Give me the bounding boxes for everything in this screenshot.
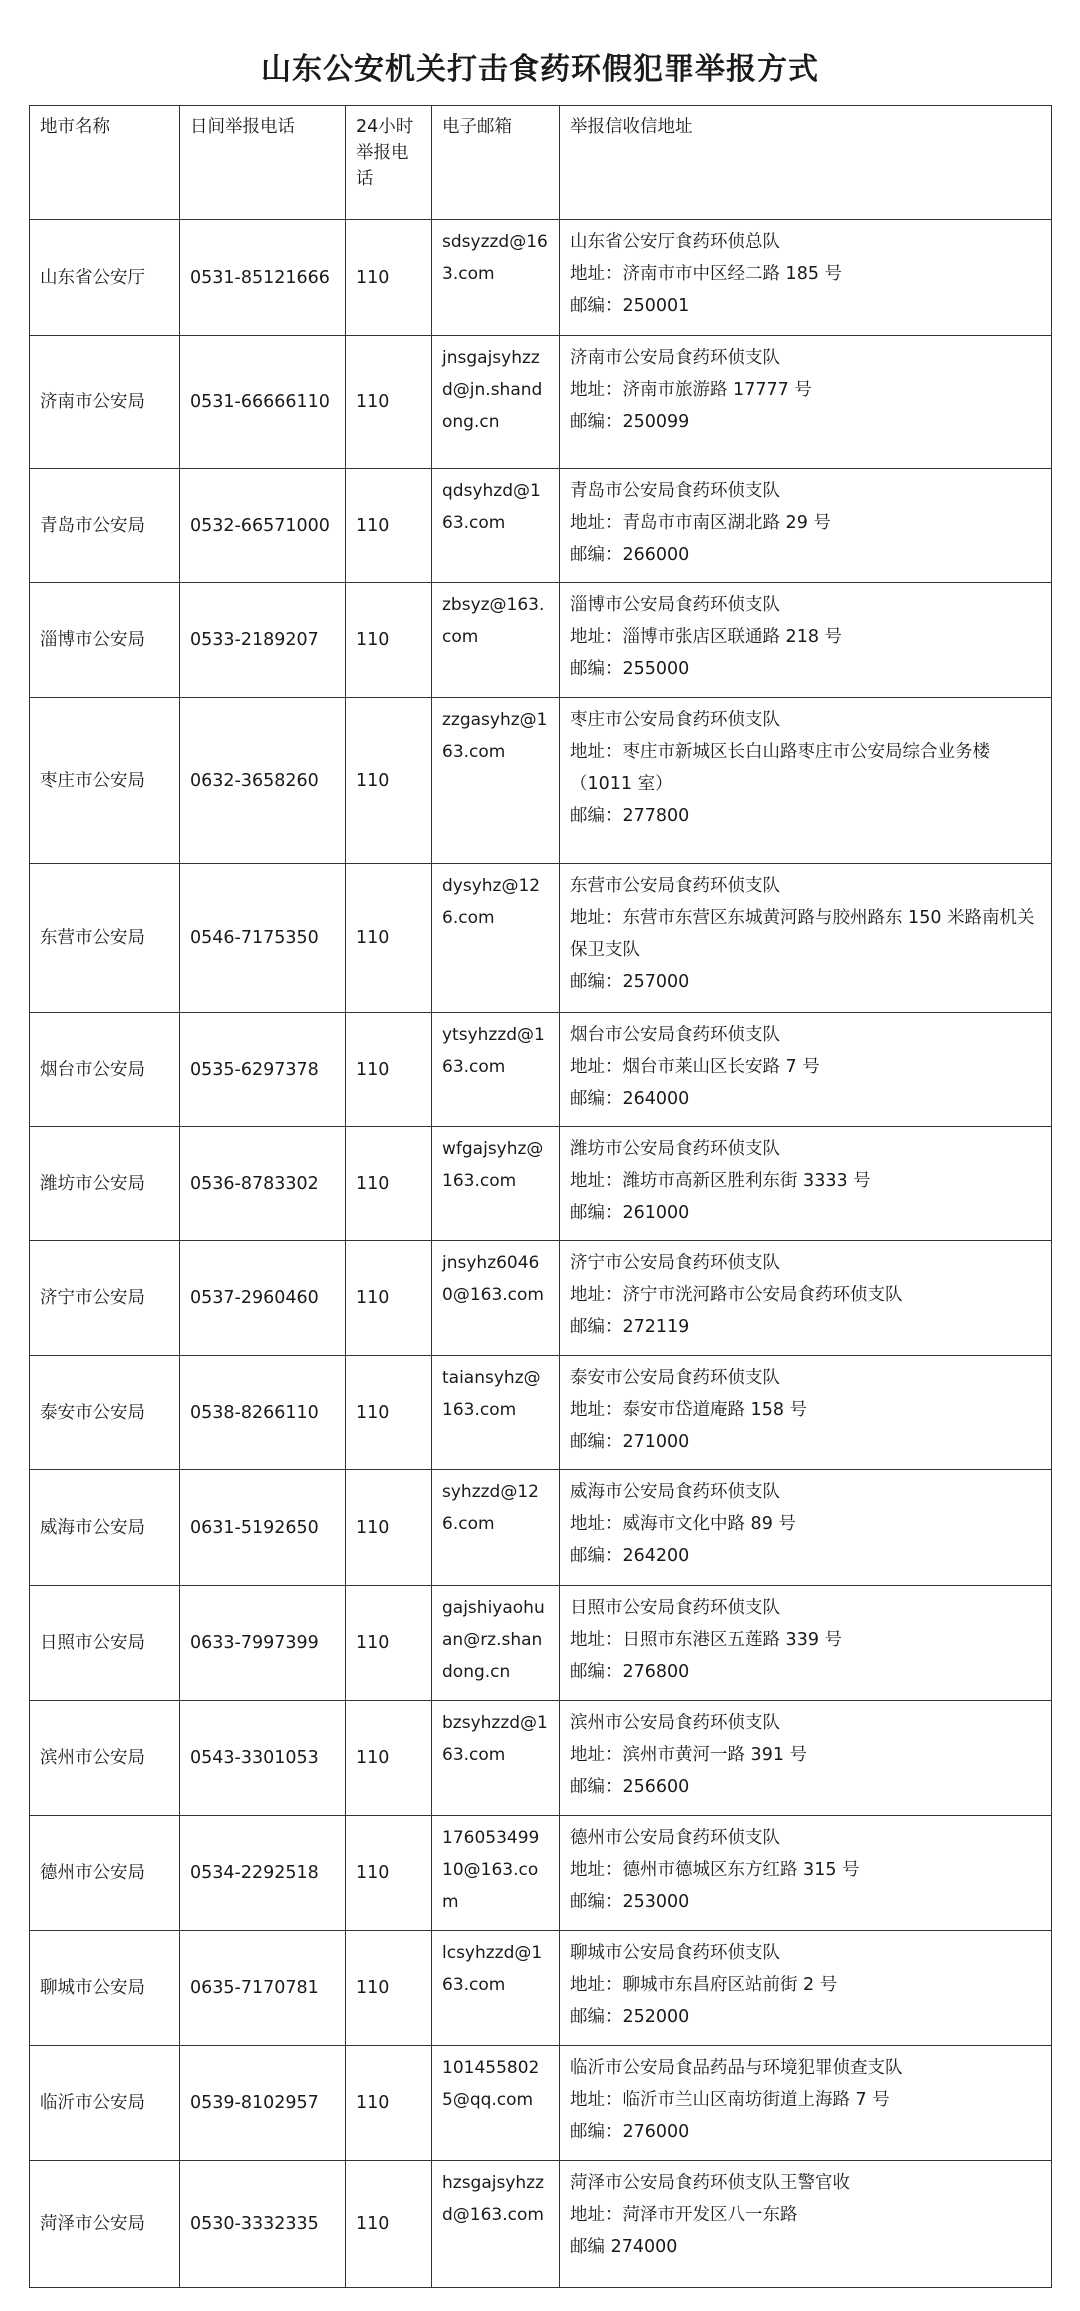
- email-cell: zzgasyhz@163.com: [432, 698, 560, 864]
- address-postcode: 邮编 274000: [570, 2237, 678, 2257]
- day-phone-cell: 0531-66666110: [180, 336, 346, 469]
- email-cell: gajshiyaohuan@rz.shandong.cn: [432, 1586, 560, 1701]
- email-cell: bzsyhzzd@163.com: [432, 1701, 560, 1816]
- city-cell: 青岛市公安局: [30, 469, 180, 583]
- address-unit: 济南市公安局食药环侦支队: [570, 348, 780, 368]
- address-unit: 青岛市公安局食药环侦支队: [570, 481, 780, 501]
- table-row: [30, 1013, 1052, 1127]
- day-phone-cell: 0530-3332335: [180, 2161, 346, 2288]
- city-cell: 济宁市公安局: [30, 1241, 180, 1356]
- address-line: 地址：济宁市洸河路市公安局食药环侦支队: [570, 1285, 903, 1305]
- hotline-cell: 110: [346, 1931, 432, 2046]
- table-row: [30, 698, 1052, 864]
- table-row: [30, 864, 1052, 1013]
- table-row: [30, 1127, 1052, 1241]
- address-unit: 日照市公安局食药环侦支队: [570, 1598, 780, 1618]
- day-phone-cell: 0632-3658260: [180, 698, 346, 864]
- city-cell: 山东省公安厅: [30, 220, 180, 336]
- address-postcode: 邮编：250001: [570, 296, 690, 316]
- day-phone-cell: 0635-7170781: [180, 1931, 346, 2046]
- table-row: [30, 1356, 1052, 1470]
- day-phone-cell: 0532-66571000: [180, 469, 346, 583]
- address-postcode: 邮编：250099: [570, 412, 690, 432]
- header-city: 地市名称: [30, 106, 180, 220]
- day-phone-cell: 0631-5192650: [180, 1470, 346, 1586]
- table-row: [30, 2161, 1052, 2288]
- address-cell: [560, 2161, 1052, 2288]
- address-unit: 烟台市公安局食药环侦支队: [570, 1025, 780, 1045]
- address-cell: [560, 1013, 1052, 1127]
- hotline-cell: 110: [346, 1127, 432, 1241]
- address-unit: 泰安市公安局食药环侦支队: [570, 1368, 780, 1388]
- address-line: 地址：泰安市岱道庵路 158 号: [570, 1400, 808, 1420]
- email-cell: syhzzd@126.com: [432, 1470, 560, 1586]
- address-unit: 聊城市公安局食药环侦支队: [570, 1943, 780, 1963]
- city-cell: 菏泽市公安局: [30, 2161, 180, 2288]
- city-cell: 德州市公安局: [30, 1816, 180, 1931]
- address-cell: [560, 1127, 1052, 1241]
- hotline-cell: 110: [346, 1701, 432, 1816]
- address-postcode: 邮编：266000: [570, 545, 690, 565]
- address-cell: [560, 1241, 1052, 1356]
- address-line: 地址：东营市东营区东城黄河路与胶州路东 150 米路南机关保卫支队: [570, 908, 1035, 960]
- address-cell: [560, 698, 1052, 864]
- day-phone-cell: 0543-3301053: [180, 1701, 346, 1816]
- address-postcode: 邮编：276000: [570, 2122, 690, 2142]
- address-line: 地址：济南市市中区经二路 185 号: [570, 264, 843, 284]
- hotline-cell: 110: [346, 1470, 432, 1586]
- table-body: [30, 220, 1052, 2288]
- table-row: [30, 1816, 1052, 1931]
- hotline-cell: 110: [346, 2046, 432, 2161]
- address-cell: [560, 864, 1052, 1013]
- table-row: [30, 220, 1052, 336]
- day-phone-cell: 0535-6297378: [180, 1013, 346, 1127]
- email-cell: jnsyhz60460@163.com: [432, 1241, 560, 1356]
- city-cell: 泰安市公安局: [30, 1356, 180, 1470]
- address-unit: 威海市公安局食药环侦支队: [570, 1482, 780, 1502]
- email-cell: jnsgajsyhzzd@jn.shandong.cn: [432, 336, 560, 469]
- address-cell: [560, 1816, 1052, 1931]
- address-unit: 德州市公安局食药环侦支队: [570, 1828, 780, 1848]
- table-row: [30, 1701, 1052, 1816]
- address-unit: 临沂市公安局食品药品与环境犯罪侦查支队: [570, 2058, 903, 2078]
- header-email: 电子邮箱: [432, 106, 560, 220]
- address-unit: 东营市公安局食药环侦支队: [570, 876, 780, 896]
- day-phone-cell: 0531-85121666: [180, 220, 346, 336]
- table-row: [30, 583, 1052, 698]
- address-cell: [560, 1586, 1052, 1701]
- address-cell: [560, 469, 1052, 583]
- email-cell: 17605349910@163.com: [432, 1816, 560, 1931]
- city-cell: 滨州市公安局: [30, 1701, 180, 1816]
- email-cell: lcsyhzzd@163.com: [432, 1931, 560, 2046]
- address-unit: 菏泽市公安局食药环侦支队王警官收: [570, 2173, 850, 2193]
- hotline-cell: 110: [346, 1356, 432, 1470]
- table-row: [30, 336, 1052, 469]
- address-unit: 济宁市公安局食药环侦支队: [570, 1253, 780, 1273]
- header-address: 举报信收信地址: [560, 106, 1052, 220]
- city-cell: 潍坊市公安局: [30, 1127, 180, 1241]
- report-contacts-table: [29, 105, 1052, 2288]
- day-phone-cell: 0533-2189207: [180, 583, 346, 698]
- address-line: 地址：青岛市市南区湖北路 29 号: [570, 513, 831, 533]
- hotline-cell: 110: [346, 1586, 432, 1701]
- city-cell: 烟台市公安局: [30, 1013, 180, 1127]
- address-line: 地址：聊城市东昌府区站前街 2 号: [570, 1975, 838, 1995]
- hotline-cell: 110: [346, 698, 432, 864]
- address-cell: [560, 220, 1052, 336]
- hotline-cell: 110: [346, 1241, 432, 1356]
- address-cell: [560, 1701, 1052, 1816]
- address-cell: [560, 583, 1052, 698]
- address-cell: [560, 336, 1052, 469]
- city-cell: 济南市公安局: [30, 336, 180, 469]
- email-cell: sdsyzzd@163.com: [432, 220, 560, 336]
- table-row: [30, 1586, 1052, 1701]
- hotline-cell: 110: [346, 336, 432, 469]
- address-unit: 淄博市公安局食药环侦支队: [570, 595, 780, 615]
- address-line: 地址：威海市文化中路 89 号: [570, 1514, 796, 1534]
- email-cell: hzsgajsyhzzd@163.com: [432, 2161, 560, 2288]
- address-unit: 潍坊市公安局食药环侦支队: [570, 1139, 780, 1159]
- address-postcode: 邮编：264200: [570, 1546, 690, 1566]
- email-cell: 1014558025@qq.com: [432, 2046, 560, 2161]
- address-line: 地址：德州市德城区东方红路 315 号: [570, 1860, 860, 1880]
- address-line: 地址：枣庄市新城区长白山路枣庄市公安局综合业务楼（1011 室）: [570, 742, 990, 794]
- address-postcode: 邮编：261000: [570, 1203, 690, 1223]
- address-postcode: 邮编：255000: [570, 659, 690, 679]
- hotline-cell: 110: [346, 583, 432, 698]
- email-cell: taiansyhz@163.com: [432, 1356, 560, 1470]
- table-row: [30, 2046, 1052, 2161]
- address-unit: 山东省公安厅食药环侦总队: [570, 232, 780, 252]
- table-row: [30, 1241, 1052, 1356]
- day-phone-cell: 0536-8783302: [180, 1127, 346, 1241]
- address-cell: [560, 1931, 1052, 2046]
- city-cell: 淄博市公安局: [30, 583, 180, 698]
- email-cell: wfgajsyhz@163.com: [432, 1127, 560, 1241]
- hotline-cell: 110: [346, 1013, 432, 1127]
- table-row: [30, 469, 1052, 583]
- email-cell: zbsyz@163.com: [432, 583, 560, 698]
- hotline-cell: 110: [346, 864, 432, 1013]
- day-phone-cell: 0537-2960460: [180, 1241, 346, 1356]
- address-line: 地址：烟台市莱山区长安路 7 号: [570, 1057, 820, 1077]
- address-line: 地址：临沂市兰山区南坊街道上海路 7 号: [570, 2090, 890, 2110]
- email-cell: ytsyhzzd@163.com: [432, 1013, 560, 1127]
- address-line: 地址：滨州市黄河一路 391 号: [570, 1745, 808, 1765]
- hotline-cell: 110: [346, 469, 432, 583]
- address-postcode: 邮编：252000: [570, 2007, 690, 2027]
- address-postcode: 邮编：272119: [570, 1317, 690, 1337]
- header-24h-phone: 24小时举报电话: [346, 106, 432, 220]
- city-cell: 聊城市公安局: [30, 1931, 180, 2046]
- hotline-cell: 110: [346, 220, 432, 336]
- city-cell: 枣庄市公安局: [30, 698, 180, 864]
- city-cell: 东营市公安局: [30, 864, 180, 1013]
- hotline-cell: 110: [346, 2161, 432, 2288]
- address-postcode: 邮编：256600: [570, 1777, 690, 1797]
- table-row: [30, 1470, 1052, 1586]
- page-title: 山东公安机关打击食药环假犯罪举报方式: [261, 52, 819, 87]
- hotline-cell: 110: [346, 1816, 432, 1931]
- table-row: [30, 1931, 1052, 2046]
- email-cell: qdsyhzd@163.com: [432, 469, 560, 583]
- address-line: 地址：日照市东港区五莲路 339 号: [570, 1630, 843, 1650]
- header-day-phone: 日间举报电话: [180, 106, 346, 220]
- address-line: 地址：淄博市张店区联通路 218 号: [570, 627, 843, 647]
- address-postcode: 邮编：276800: [570, 1662, 690, 1682]
- day-phone-cell: 0539-8102957: [180, 2046, 346, 2161]
- day-phone-cell: 0546-7175350: [180, 864, 346, 1013]
- city-cell: 日照市公安局: [30, 1586, 180, 1701]
- day-phone-cell: 0633-7997399: [180, 1586, 346, 1701]
- city-cell: 临沂市公安局: [30, 2046, 180, 2161]
- address-cell: [560, 1470, 1052, 1586]
- day-phone-cell: 0538-8266110: [180, 1356, 346, 1470]
- address-cell: [560, 2046, 1052, 2161]
- day-phone-cell: 0534-2292518: [180, 1816, 346, 1931]
- address-unit: 枣庄市公安局食药环侦支队: [570, 710, 780, 730]
- address-postcode: 邮编：271000: [570, 1432, 690, 1452]
- address-line: 地址：济南市旅游路 17777 号: [570, 380, 812, 400]
- city-cell: 威海市公安局: [30, 1470, 180, 1586]
- email-cell: dysyhz@126.com: [432, 864, 560, 1013]
- address-unit: 滨州市公安局食药环侦支队: [570, 1713, 780, 1733]
- address-postcode: 邮编：257000: [570, 972, 690, 992]
- address-line: 地址：菏泽市开发区八一东路: [570, 2205, 798, 2225]
- address-postcode: 邮编：264000: [570, 1089, 690, 1109]
- address-postcode: 邮编：277800: [570, 806, 690, 826]
- table-header-row: [30, 106, 1052, 220]
- address-postcode: 邮编：253000: [570, 1892, 690, 1912]
- address-line: 地址：潍坊市高新区胜利东街 3333 号: [570, 1171, 871, 1191]
- address-cell: [560, 1356, 1052, 1470]
